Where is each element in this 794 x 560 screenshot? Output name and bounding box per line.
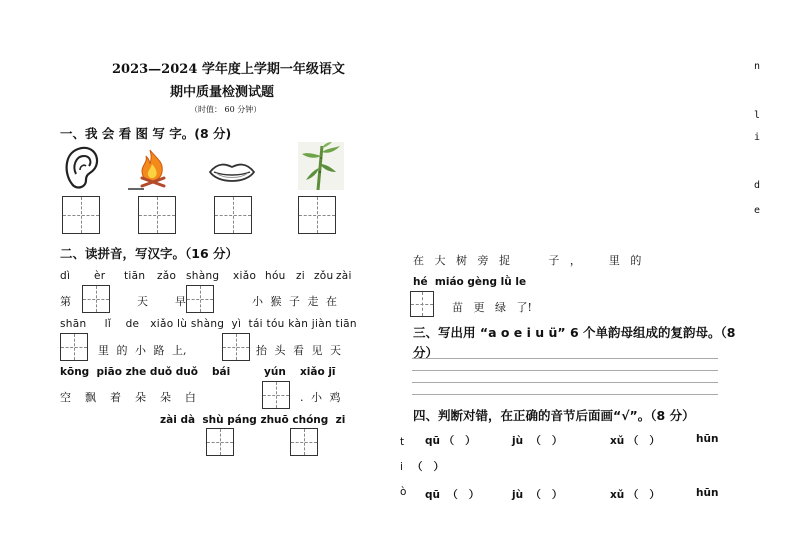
pinyin: zi xyxy=(296,270,306,282)
hanzi: 早 xyxy=(175,295,186,308)
pinyin: xiǎo jī xyxy=(300,366,336,378)
writing-box[interactable] xyxy=(138,196,176,234)
pinyin: tiān xyxy=(124,270,146,282)
answer-line[interactable] xyxy=(412,358,718,359)
section3-heading: 三、写出用 “a o e i u ü” 6 个单韵母组成的复韵母。（8 xyxy=(413,325,736,340)
section1-heading: 一、我 会 看 图 写 字。(8 分) xyxy=(60,126,232,141)
judge-item[interactable]: hūn xyxy=(696,433,719,445)
section3-heading-cont: 分） xyxy=(413,345,439,360)
writing-box[interactable] xyxy=(214,196,252,234)
side-letter: l xyxy=(754,110,761,121)
hanzi: 抬 头 看 见 天 xyxy=(256,344,341,357)
row-lead: ò xyxy=(400,486,407,498)
bamboo-icon xyxy=(298,142,344,190)
pinyin: dì xyxy=(60,270,71,282)
ear-icon xyxy=(62,144,102,192)
pinyin: hóu xyxy=(265,270,286,282)
pinyin: kōng piāo zhe duǒ duǒ xyxy=(60,366,198,378)
mouth-icon xyxy=(208,160,256,186)
judge-item[interactable]: hūn xyxy=(696,487,719,499)
judge-item[interactable]: xǔ （ ） xyxy=(610,435,660,447)
fire-icon xyxy=(128,146,176,192)
writing-box[interactable] xyxy=(62,196,100,234)
hanzi: 第 xyxy=(60,295,71,308)
side-letter: n xyxy=(754,61,761,72)
writing-box[interactable] xyxy=(290,428,318,456)
judge-item[interactable]: qū （ ） xyxy=(425,489,480,501)
side-letter: e xyxy=(754,205,761,216)
hanzi: 苗 更 绿 了! xyxy=(452,301,532,314)
writing-box[interactable] xyxy=(298,196,336,234)
row-lead: i xyxy=(400,461,404,473)
hanzi: 里 的 小 路 上, xyxy=(98,344,187,357)
sentence-line: 在 大 树 旁 捉 子 ， 里 的 xyxy=(413,254,642,267)
answer-line[interactable] xyxy=(412,394,718,395)
pinyin: zǎo xyxy=(157,270,177,282)
writing-box[interactable] xyxy=(206,428,234,456)
writing-box[interactable] xyxy=(186,285,214,313)
writing-box[interactable] xyxy=(222,333,250,361)
writing-box[interactable] xyxy=(60,333,88,361)
hanzi: 天 xyxy=(137,295,148,308)
judge-item[interactable]: jù （ ） xyxy=(512,489,563,501)
pinyin: zài dà shù páng zhuō chóng zi xyxy=(160,414,346,426)
answer-line[interactable] xyxy=(412,370,718,371)
writing-box[interactable] xyxy=(410,291,434,317)
pinyin: èr xyxy=(94,270,106,282)
hanzi: 小 猴 子 走 在 xyxy=(252,295,337,308)
writing-box[interactable] xyxy=(82,285,110,313)
judge-item[interactable]: qū （ ） xyxy=(425,435,476,447)
side-letter: i xyxy=(754,132,761,143)
pinyin: xiǎo xyxy=(233,270,257,282)
section4-heading: 四、判断对错，在正确的音节后面画“√”。（8 分） xyxy=(413,408,695,423)
pinyin: yún xyxy=(264,366,286,378)
writing-box[interactable] xyxy=(262,381,290,409)
pinyin: bái xyxy=(212,366,231,378)
judge-item[interactable]: （ ） xyxy=(412,461,444,473)
pinyin: hé miáo gèng lǜ le xyxy=(413,276,527,288)
side-letter: d xyxy=(754,180,761,191)
hanzi: 空 飘 着 朵 朵 白 xyxy=(60,391,196,404)
exam-subtitle: 期中质量检测试题 xyxy=(170,85,275,100)
row-lead: t xyxy=(400,436,405,448)
pinyin: zǒu xyxy=(314,270,334,282)
answer-line[interactable] xyxy=(412,382,718,383)
exam-title: 2023—2024 学年度上学期一年级语文 xyxy=(112,62,345,77)
hanzi: . 小 鸡 xyxy=(300,391,341,404)
pinyin: shàng xyxy=(186,270,220,282)
pinyin: shān lǐ de xiǎo lù shàng yì tái tóu kàn jiàn tiān xyxy=(60,318,357,330)
pinyin: zài xyxy=(336,270,352,282)
judge-item[interactable]: jù （ ） xyxy=(512,435,563,447)
time-note: （时值： 60 分钟） xyxy=(190,105,262,114)
section2-heading: 二、读拼音，写汉字。（16 分） xyxy=(60,246,238,261)
judge-item[interactable]: xǔ （ ） xyxy=(610,489,660,501)
